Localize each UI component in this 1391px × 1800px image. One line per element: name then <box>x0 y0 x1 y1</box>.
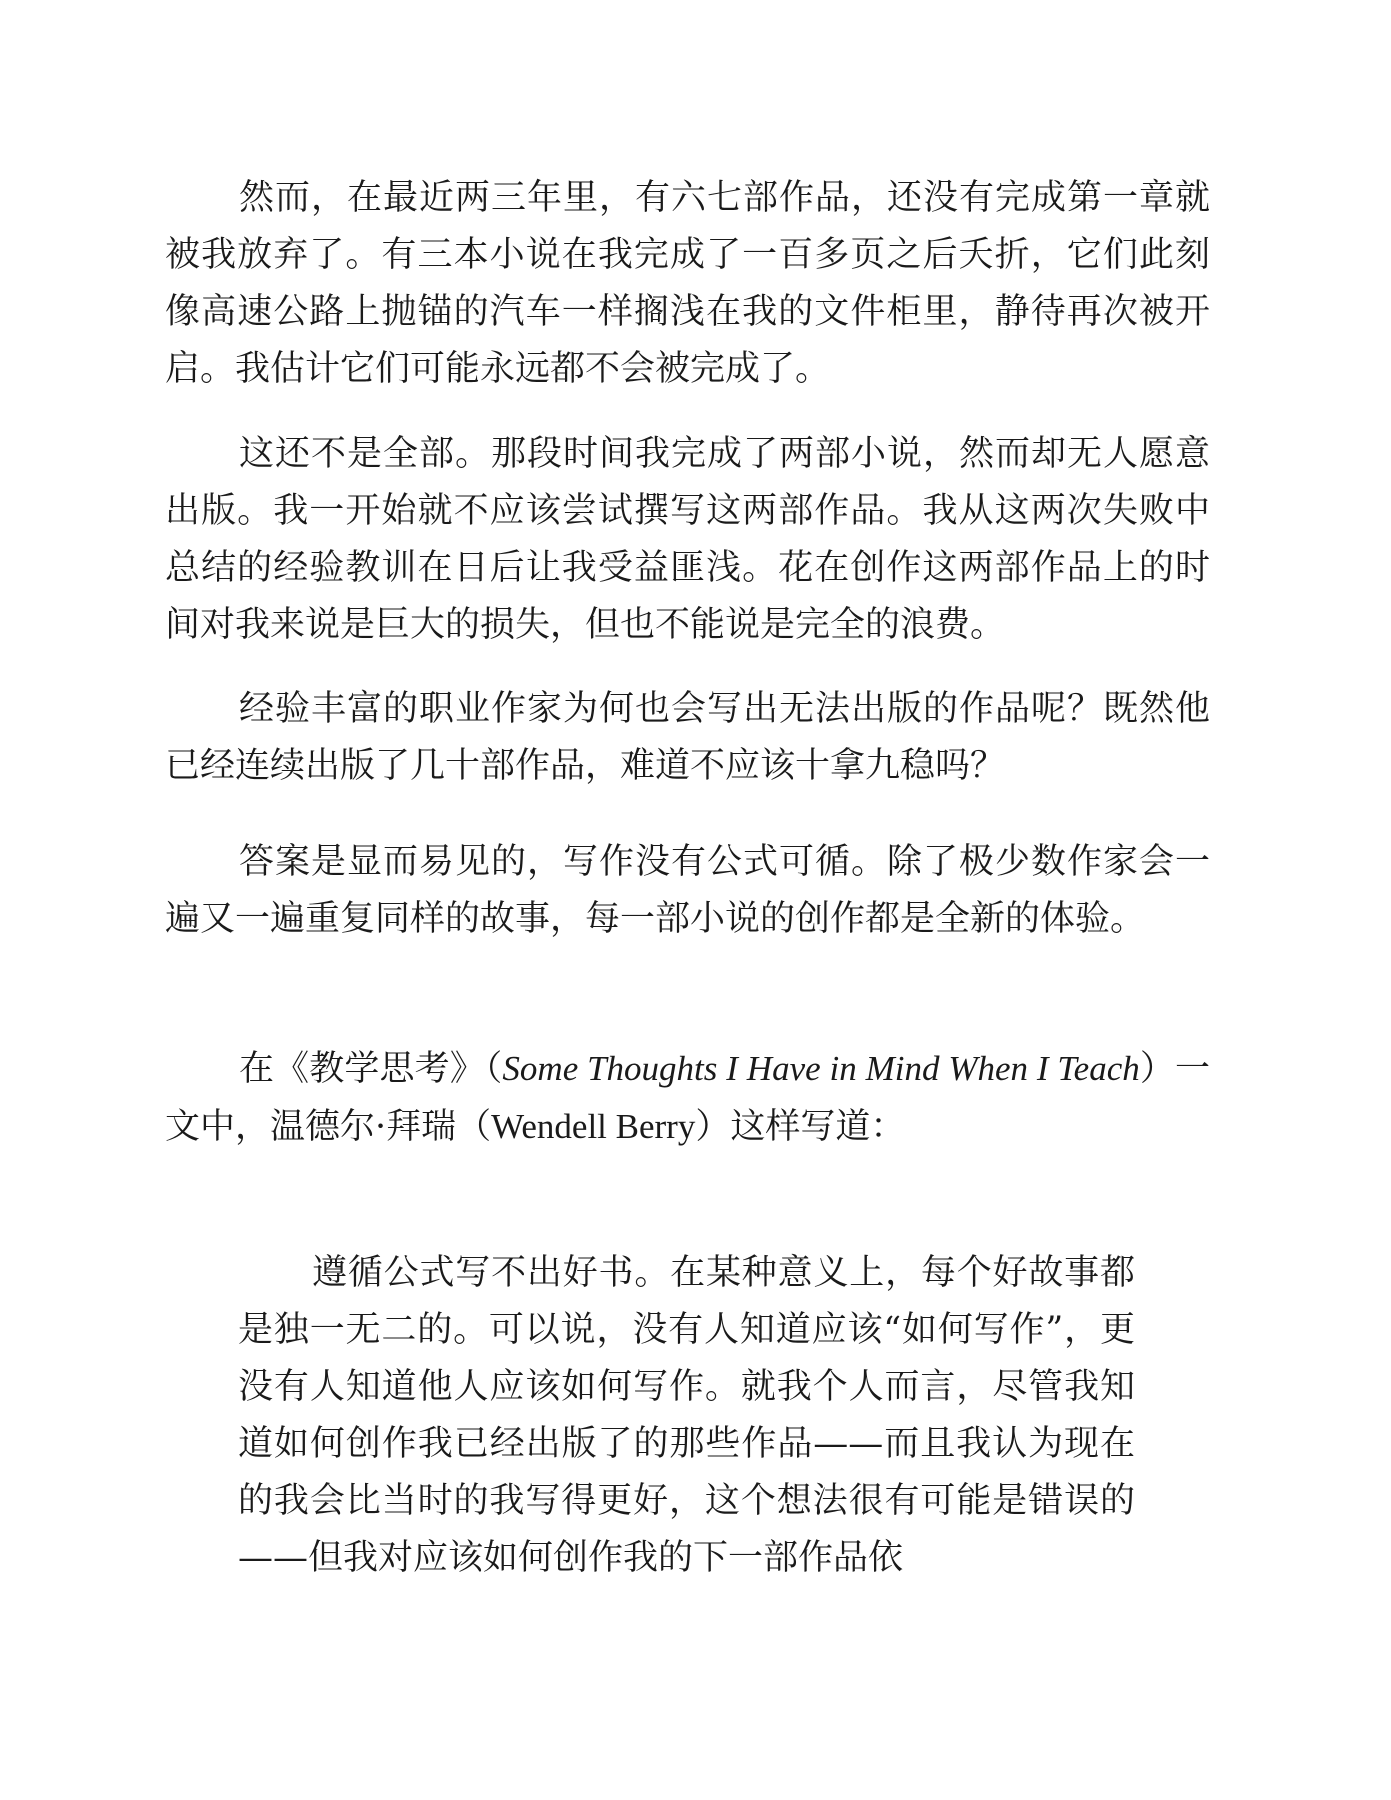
citation-suffix: ）这样写道： <box>695 1107 906 1147</box>
paragraph-experienced-writer-question: 经验丰富的职业作家为何也会写出无法出版的作品呢？既然他已经连续出版了几十部作品，难道不应该十拿九稳吗？ <box>165 689 1210 786</box>
citation-middle: ）一文中，温德尔·拜瑞（ <box>165 1049 1210 1147</box>
paragraph-unpublished-novels: 这还不是全部。那段时间我完成了两部小说，然而却无人愿意出版。我一开始就不应该尝试撰写这两部作品。我从这两次失败中总结的经验教训在日后让我受益匪浅。花在创作这两部作品上的时间对我来说是巨大的损失，但也不能说是完全的浪费。 <box>165 434 1210 645</box>
author-english-name: Wendell Berry <box>491 1107 696 1146</box>
paragraph-no-formula: 答案是显而易见的，写作没有公式可循。除了极少数作家会一遍又一遍重复同样的故事，每一部小说的创作都是全新的体验。 <box>165 842 1210 939</box>
paragraph-citation <box>165 1040 1210 1156</box>
paragraph-abandoned-works: 然而，在最近两三年里，有六七部作品，还没有完成第一章就被我放弃了。有三本小说在我完成了一百多页之后夭折，它们此刻像高速公路上抛锚的汽车一样搁浅在我的文件柜里，静待再次被开启。我估计它们可能永远都不会被完成了。 <box>165 178 1210 389</box>
english-essay-title: Some Thoughts I Have in Mind When I Teach <box>502 1049 1140 1088</box>
citation-prefix: 在《教学思考》（ <box>239 1049 503 1089</box>
block-quote: 遵循公式写不出好书。在某种意义上，每个好故事都是独一无二的。可以说，没有人知道应该“如何写作”，更没有人知道他人应该如何写作。就我个人而言，尽管我知道如何创作我已经出版了的那些作品——而且我认为现在的我会比当时的我写得更好，这个想法很有可能是错误的——但我对应该如何创作我的下一部作品依 <box>238 1253 1135 1578</box>
